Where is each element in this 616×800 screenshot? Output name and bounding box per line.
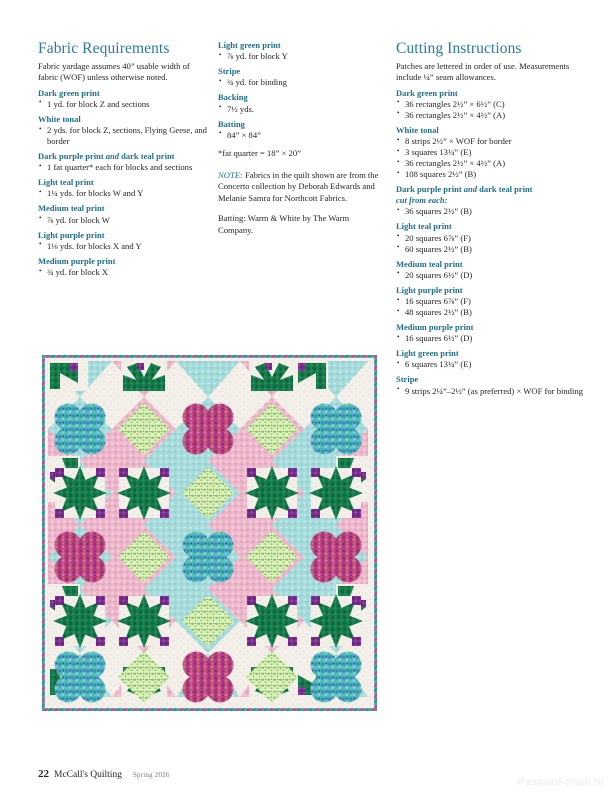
fabric-group-heading-stripe: Stripe bbox=[218, 66, 241, 77]
quilt-body bbox=[42, 355, 377, 711]
fabric-group-heading-light-teal: Light teal print bbox=[38, 177, 94, 188]
issue-date: Spring 2026 bbox=[132, 771, 170, 779]
fat-quarter-footnote: *fat quarter = 18ˮ × 20ˮ bbox=[218, 147, 301, 158]
heading-part-and: and bbox=[105, 151, 120, 162]
batting-note: Batting: Warm & White by The Warm Company. bbox=[218, 213, 350, 235]
list-item: • ⅞ yd. for block Y bbox=[218, 51, 386, 62]
list-item: • 16 squares 6⅞ˮ (F) bbox=[396, 296, 583, 307]
heading-part-1: Dark purple print bbox=[396, 184, 462, 195]
fabric-list-light-purple bbox=[38, 241, 210, 252]
cutting-subheading-cut-from-each: cut from each: bbox=[396, 195, 448, 206]
watermark: PassionForum.ru bbox=[518, 776, 604, 788]
page-title-cutting-instructions: Cutting Instructions bbox=[396, 40, 522, 57]
list-item: • 60 squares 2½ˮ (B) bbox=[396, 244, 583, 255]
list-item: • 1 yd. for block Z and sections bbox=[38, 99, 210, 110]
fabric-list-light-teal bbox=[38, 188, 210, 199]
heading-part-2: dark teal print bbox=[121, 151, 175, 162]
list-item: • 1¼ yds. for blocks W and Y bbox=[38, 188, 210, 199]
page-title-fabric-requirements: Fabric Requirements bbox=[38, 40, 170, 57]
fabric-intro-text: Fabric yardage assumes 40ˮ usable width of fabric (WOF) unless otherwise noted. bbox=[38, 61, 190, 83]
list-item: • 84ˮ × 84ˮ bbox=[218, 130, 386, 141]
list-item: • 2 yds. for block Z, sections, Flying Geese, and border bbox=[38, 125, 210, 147]
fabric-list-stripe bbox=[218, 77, 386, 88]
column-fabric-requirements bbox=[38, 40, 210, 280]
list-item: • ⅞ yd. for block W bbox=[38, 215, 210, 226]
magazine-name: McCall's Quilting bbox=[54, 770, 122, 780]
heading-part-and: and bbox=[463, 184, 478, 195]
cutting-list-dark-green bbox=[396, 99, 583, 121]
fabric-list-batting bbox=[218, 130, 386, 141]
cutting-list-light-purple bbox=[396, 296, 583, 318]
heading-part-2: dark teal print bbox=[479, 184, 533, 195]
cutting-group-heading-light-green: Light green print bbox=[396, 348, 459, 359]
fabric-group-heading-dark-green: Dark green print bbox=[38, 87, 100, 98]
cutting-group-heading-dark-green: Dark green print bbox=[396, 87, 458, 98]
cutting-group-heading-light-teal: Light teal print bbox=[396, 221, 452, 232]
fabric-group-heading-medium-teal: Medium teal print bbox=[38, 203, 105, 214]
fabric-group-heading-light-green: Light green print bbox=[218, 40, 281, 50]
note-label: NOTE: bbox=[218, 169, 243, 180]
list-item: • 36 rectangles 2½ˮ × 6½ˮ (C) bbox=[396, 99, 583, 110]
cutting-list-light-teal bbox=[396, 233, 583, 255]
fabric-group-heading-white-tonal: White tonal bbox=[38, 113, 81, 124]
list-item: • 7½ yds. bbox=[218, 104, 386, 115]
list-item: • 108 squares 2½ˮ (B) bbox=[396, 169, 583, 180]
list-item: • ¾ yd. for block X bbox=[38, 267, 210, 278]
cutting-list-white-tonal bbox=[396, 136, 583, 180]
cutting-group-heading-medium-purple: Medium purple print bbox=[396, 322, 474, 332]
cutting-group-heading-stripe: Stripe bbox=[396, 374, 419, 385]
fabric-list-medium-purple bbox=[38, 267, 210, 278]
list-item: • 6 squares 13¼ˮ (E) bbox=[396, 359, 583, 370]
column-fabric-requirements-continued bbox=[218, 40, 386, 236]
heading-part-1: Dark purple print bbox=[38, 151, 104, 162]
list-item: • 1 fat quarter* each for blocks and sections bbox=[38, 162, 210, 173]
fabric-list-dark-purple-teal bbox=[38, 162, 210, 173]
fabric-group-heading-batting: Batting bbox=[218, 118, 245, 129]
list-item: • 36 squares 2½ˮ (B) bbox=[396, 206, 583, 217]
list-item: • 8 strips 2½ˮ × WOF for border bbox=[396, 136, 583, 147]
fabric-group-heading-light-purple: Light purple print bbox=[38, 229, 105, 240]
list-item: • 1⅛ yds. for blocks X and Y bbox=[38, 241, 210, 252]
fabric-group-heading-dark-purple-teal bbox=[38, 151, 210, 161]
note-body: Fabrics in the quilt shown are from the Concerto collection by Deborah Edwards and Melanie Samra for Northcott Fabrics. bbox=[218, 169, 379, 203]
cutting-intro-text: Patches are lettered in order of use. Measurements include ¼ˮ seam allowances. bbox=[396, 61, 570, 83]
list-item: • 20 squares 6½ˮ (D) bbox=[396, 270, 583, 281]
fabric-group-heading-medium-purple: Medium purple print bbox=[38, 255, 116, 266]
quilt-photo bbox=[39, 352, 380, 737]
list-item: • ¾ yd. for binding bbox=[218, 77, 386, 88]
quilt-illustration bbox=[39, 352, 380, 737]
fabric-list-dark-green bbox=[38, 99, 210, 110]
fabric-list-medium-teal bbox=[38, 215, 210, 226]
list-item: • 36 rectangles 2½ˮ × 4½ˮ (A) bbox=[396, 158, 583, 169]
fabric-list-white-tonal bbox=[38, 125, 210, 147]
cutting-group-heading-dark-purple-teal bbox=[396, 184, 583, 194]
fabric-list-light-green bbox=[218, 51, 386, 62]
list-item: • 3 squares 13¼ˮ (E) bbox=[396, 147, 583, 158]
list-item: • 20 squares 6⅞ˮ (F) bbox=[396, 233, 583, 244]
cutting-list-light-green bbox=[396, 359, 583, 370]
cutting-group-heading-medium-teal: Medium teal print bbox=[396, 258, 463, 269]
list-item: • 48 squares 2½ˮ (B) bbox=[396, 307, 583, 318]
cutting-list-medium-purple bbox=[396, 333, 583, 344]
fabric-list-backing bbox=[218, 104, 386, 115]
page-number: 22 bbox=[38, 768, 49, 780]
column-cutting-instructions bbox=[396, 40, 583, 399]
cutting-list-dark-purple-teal bbox=[396, 206, 583, 217]
list-item: • 36 rectangles 2½ˮ × 4½ˮ (A) bbox=[396, 110, 583, 121]
fabric-group-heading-backing: Backing bbox=[218, 92, 248, 103]
cutting-group-heading-white-tonal: White tonal bbox=[396, 124, 439, 135]
cutting-list-medium-teal bbox=[396, 270, 583, 281]
cutting-group-heading-light-purple: Light purple print bbox=[396, 284, 463, 295]
cutting-list-stripe bbox=[396, 386, 583, 397]
list-item: • 16 squares 6½ˮ (D) bbox=[396, 333, 583, 344]
page-footer bbox=[38, 768, 170, 780]
fabric-note bbox=[218, 170, 386, 204]
list-item: • 9 strips 2¼ˮ–2½ˮ (as preferred) × WOF for binding bbox=[396, 386, 583, 397]
